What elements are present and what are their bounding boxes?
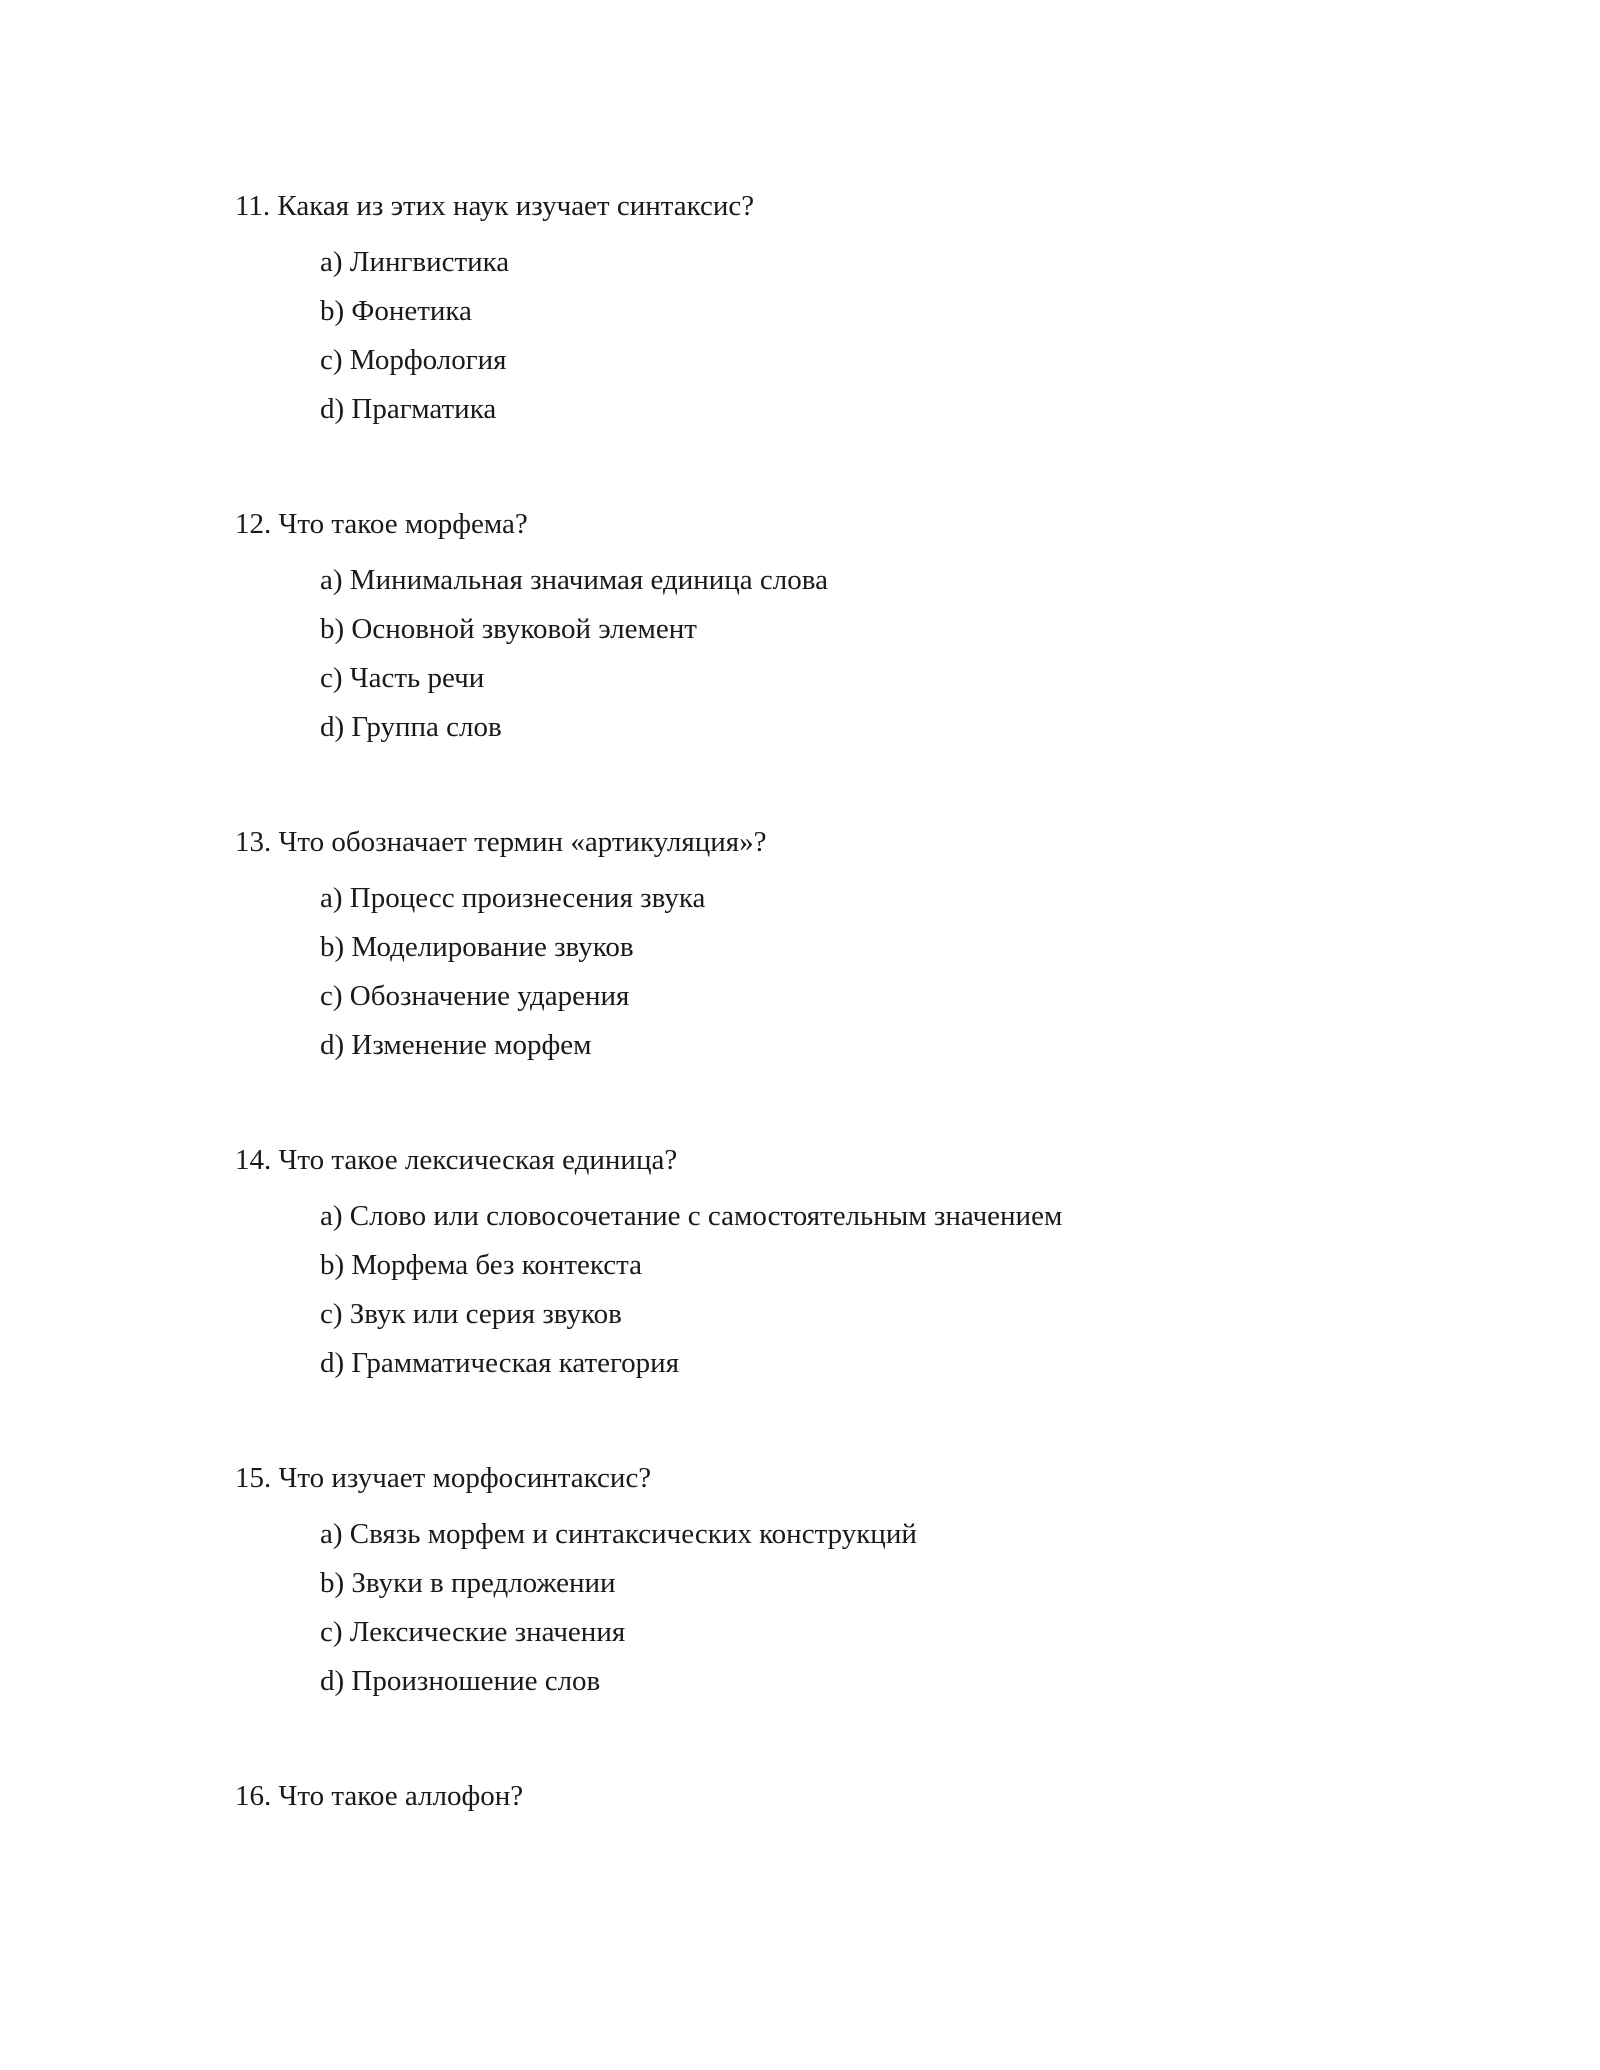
option-d: d) Произношение слов [320, 1665, 601, 1697]
question-text: 12. Что такое морфема? [235, 508, 528, 540]
option-c: c) Звук или серия звуков [320, 1298, 622, 1330]
question-text: 16. Что такое аллофон? [235, 1780, 524, 1812]
option-d: d) Грамматическая категория [320, 1347, 680, 1379]
question-12 [235, 506, 1435, 758]
option-c: c) Часть речи [320, 662, 485, 694]
option-b: b) Основной звуковой элемент [320, 613, 697, 645]
option-d: d) Изменение морфем [320, 1029, 592, 1061]
question-15 [235, 1460, 1435, 1712]
option-a: a) Связь морфем и синтаксических конструкций [320, 1518, 917, 1550]
answer-options [320, 1198, 1435, 1381]
option-a: a) Лингвистика [320, 246, 510, 278]
option-b: b) Морфема без контекста [320, 1249, 643, 1281]
option-b: b) Фонетика [320, 295, 472, 327]
option-d: d) Прагматика [320, 393, 497, 425]
option-a: a) Минимальная значимая единица слова [320, 564, 828, 596]
question-text: 13. Что обозначает термин «артикуляция»? [235, 826, 767, 858]
option-a: a) Процесс произнесения звука [320, 882, 706, 914]
answer-options [320, 880, 1435, 1063]
question-13 [235, 824, 1435, 1076]
option-a: a) Слово или словосочетание с самостоятельным значением [320, 1200, 1063, 1232]
question-text: 11. Какая из этих наук изучает синтаксис? [235, 190, 755, 222]
option-b: b) Моделирование звуков [320, 931, 634, 963]
question-text: 14. Что такое лексическая единица? [235, 1144, 678, 1176]
question-11 [235, 188, 1435, 440]
answer-options [320, 244, 1435, 427]
answer-options [320, 562, 1435, 745]
answer-options [320, 1516, 1435, 1699]
question-16 [235, 1778, 1435, 1814]
option-c: c) Лексические значения [320, 1616, 626, 1648]
question-text: 15. Что изучает морфосинтаксис? [235, 1462, 652, 1494]
question-14 [235, 1142, 1435, 1394]
option-d: d) Группа слов [320, 711, 502, 743]
option-c: c) Морфология [320, 344, 507, 376]
option-b: b) Звуки в предложении [320, 1567, 616, 1599]
option-c: c) Обозначение ударения [320, 980, 630, 1012]
